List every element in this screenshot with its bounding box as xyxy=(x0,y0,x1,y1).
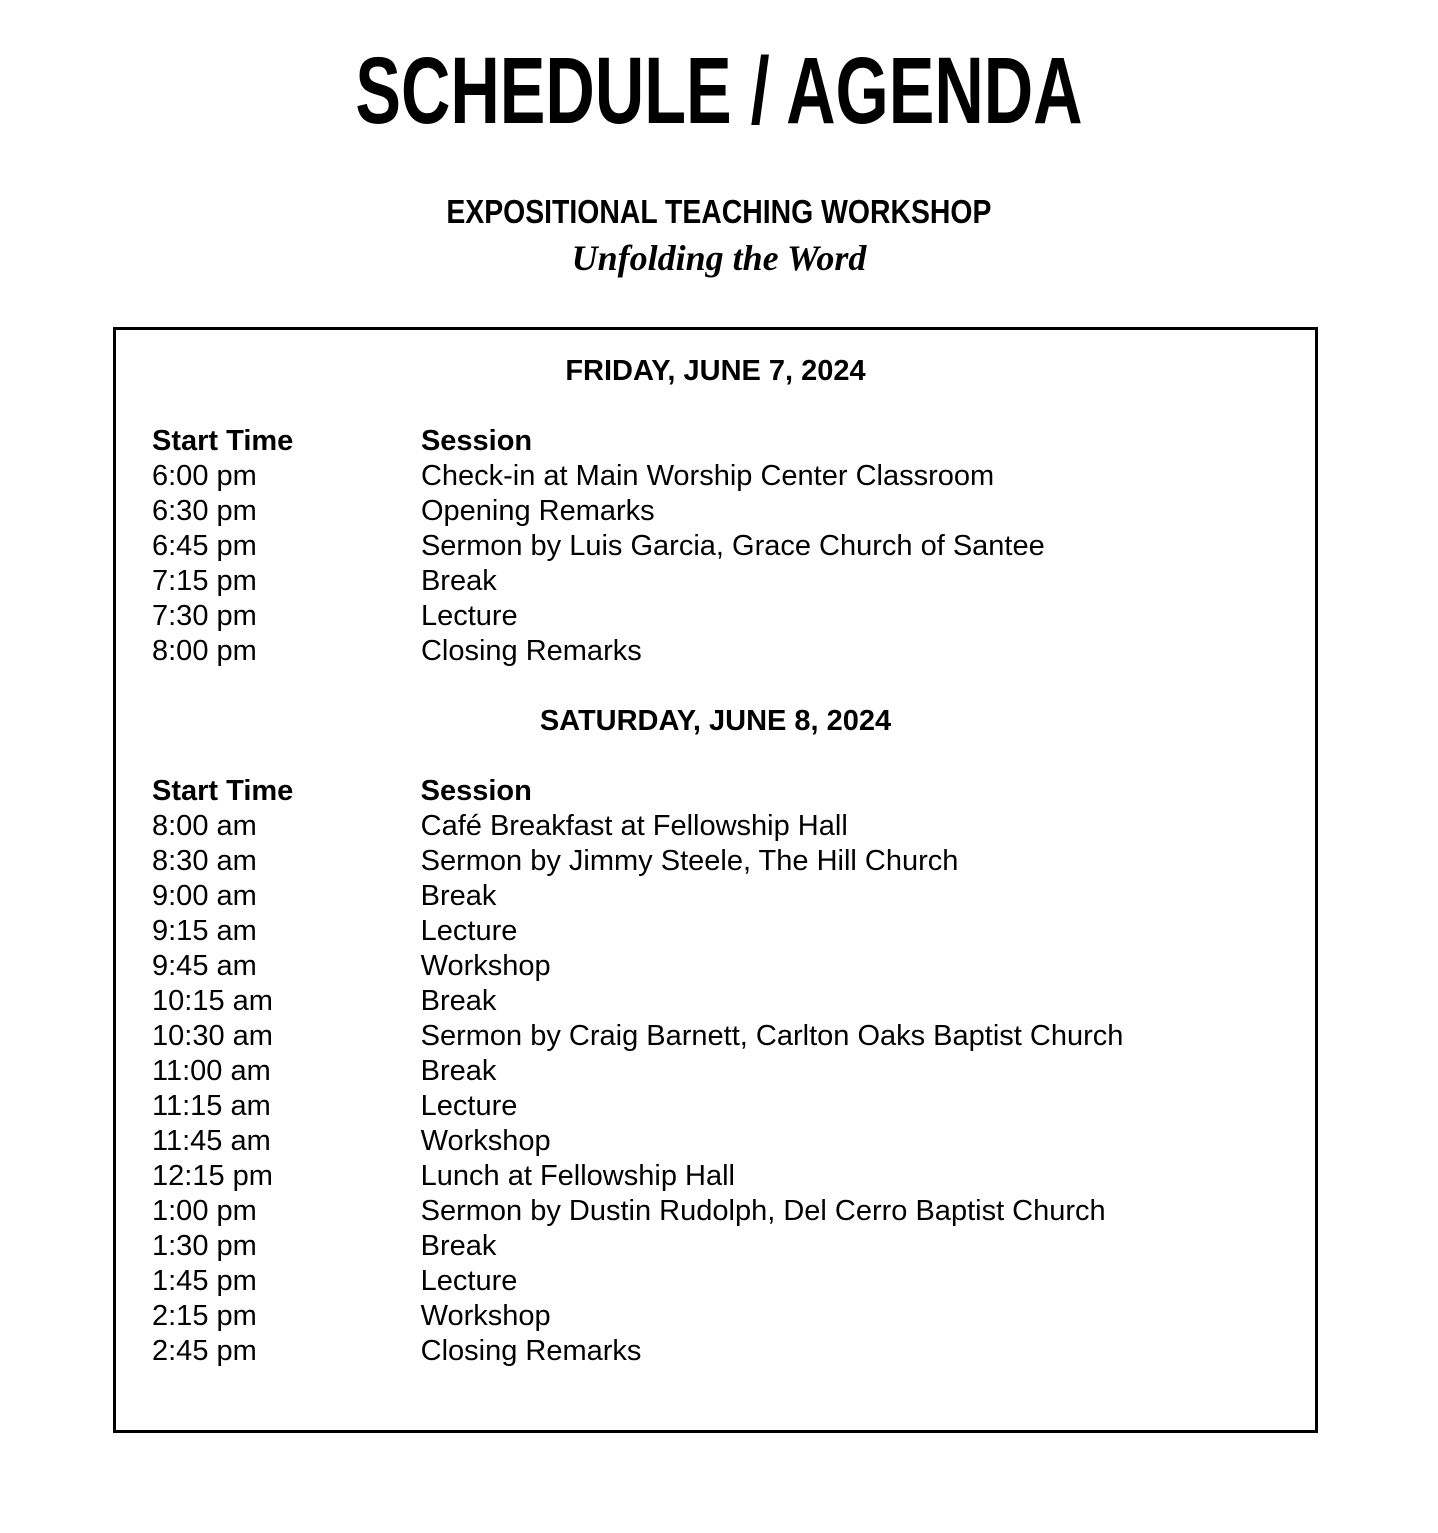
session-cell: Sermon by Jimmy Steele, The Hill Church xyxy=(420,845,959,877)
start-time-cell: 6:30 pm xyxy=(152,495,257,527)
start-time-cell: 1:30 pm xyxy=(152,1230,257,1262)
schedule-row xyxy=(152,914,1279,949)
session-cell: Break xyxy=(420,985,497,1017)
workshop-subtitle: EXPOSITIONAL TEACHING WORKSHOP xyxy=(446,192,992,230)
session-cell: Sermon by Luis Garcia, Grace Church of Santee xyxy=(420,530,1045,562)
session-cell: Workshop xyxy=(420,950,551,982)
column-header-session: Session xyxy=(420,425,533,457)
schedule-row xyxy=(152,1264,1279,1299)
start-time-cell: 8:00 pm xyxy=(152,635,257,667)
session-cell: Break xyxy=(420,1055,497,1087)
session-cell: Sermon by Dustin Rudolph, Del Cerro Baptist Church xyxy=(420,1195,1106,1227)
schedule-row xyxy=(152,1229,1279,1264)
day-block xyxy=(152,704,1279,1369)
table-header-row xyxy=(152,424,1279,459)
schedule-row xyxy=(152,1159,1279,1194)
session-cell: Lunch at Fellowship Hall xyxy=(420,1160,735,1192)
start-time-cell: 1:45 pm xyxy=(152,1265,257,1297)
schedule-row xyxy=(152,1124,1279,1159)
column-header-start-time: Start Time xyxy=(152,775,294,807)
schedule-row xyxy=(152,879,1279,914)
schedule-row xyxy=(152,494,1279,529)
schedule-row xyxy=(152,599,1279,634)
schedule-row xyxy=(152,984,1279,1019)
schedule-row xyxy=(152,809,1279,844)
session-cell: Sermon by Craig Barnett, Carlton Oaks Baptist Church xyxy=(420,1020,1124,1052)
page-title: SCHEDULE / AGENDA xyxy=(355,38,1083,144)
start-time-cell: 12:15 pm xyxy=(152,1160,273,1192)
schedule-row xyxy=(152,459,1279,494)
start-time-cell: 11:45 am xyxy=(152,1125,271,1157)
title-row xyxy=(0,38,1438,144)
start-time-cell: 2:45 pm xyxy=(152,1335,257,1367)
session-cell: Workshop xyxy=(420,1125,551,1157)
start-time-cell: 7:30 pm xyxy=(152,600,257,632)
day-header: SATURDAY, JUNE 8, 2024 xyxy=(539,705,892,737)
session-cell: Lecture xyxy=(420,1265,518,1297)
start-time-cell: 8:00 am xyxy=(152,810,257,842)
start-time-cell: 10:30 am xyxy=(152,1020,273,1052)
start-time-cell: 9:00 am xyxy=(152,880,257,912)
sessions-table xyxy=(152,424,1279,669)
table-header-row xyxy=(152,774,1279,809)
session-cell: Lecture xyxy=(420,1090,518,1122)
start-time-cell: 8:30 am xyxy=(152,845,257,877)
subtitle-row xyxy=(0,192,1438,232)
start-time-cell: 2:15 pm xyxy=(152,1300,257,1332)
schedule-row xyxy=(152,1054,1279,1089)
start-time-cell: 1:00 pm xyxy=(152,1195,257,1227)
schedule-row xyxy=(152,1299,1279,1334)
session-cell: Closing Remarks xyxy=(420,635,642,667)
start-time-cell: 9:45 am xyxy=(152,950,257,982)
workshop-tagline: Unfolding the Word xyxy=(571,238,867,279)
session-cell: Break xyxy=(420,1230,497,1262)
start-time-cell: 11:00 am xyxy=(152,1055,271,1087)
session-cell: Workshop xyxy=(420,1300,551,1332)
session-cell: Closing Remarks xyxy=(420,1335,642,1367)
sessions-table xyxy=(152,774,1279,1369)
session-cell: Opening Remarks xyxy=(420,495,655,527)
schedule-row xyxy=(152,1194,1279,1229)
schedule-row xyxy=(152,634,1279,669)
session-cell: Lecture xyxy=(420,600,518,632)
session-cell: Break xyxy=(420,880,497,912)
schedule-row xyxy=(152,529,1279,564)
start-time-cell: 11:15 am xyxy=(152,1090,271,1122)
schedule-row xyxy=(152,1089,1279,1124)
session-cell: Check-in at Main Worship Center Classroom xyxy=(420,460,995,492)
start-time-cell: 6:45 pm xyxy=(152,530,257,562)
session-cell: Café Breakfast at Fellowship Hall xyxy=(420,810,848,842)
session-cell: Lecture xyxy=(420,915,518,947)
start-time-cell: 7:15 pm xyxy=(152,565,257,597)
column-header-session: Session xyxy=(420,775,532,807)
schedule-row xyxy=(152,949,1279,984)
start-time-cell: 10:15 am xyxy=(152,985,273,1017)
start-time-cell: 6:00 pm xyxy=(152,460,257,492)
column-header-start-time: Start Time xyxy=(152,425,294,457)
day-block xyxy=(152,354,1279,669)
schedule-row xyxy=(152,1019,1279,1054)
schedule-row xyxy=(152,564,1279,599)
sessions-body xyxy=(152,809,1279,1369)
start-time-cell: 9:15 am xyxy=(152,915,257,947)
tagline-row xyxy=(0,237,1438,280)
schedule-row xyxy=(152,844,1279,879)
day-header: FRIDAY, JUNE 7, 2024 xyxy=(565,355,866,387)
schedule-row xyxy=(152,1334,1279,1369)
sessions-body xyxy=(152,459,1279,669)
session-cell: Break xyxy=(420,565,497,597)
schedule-box xyxy=(113,327,1318,1433)
